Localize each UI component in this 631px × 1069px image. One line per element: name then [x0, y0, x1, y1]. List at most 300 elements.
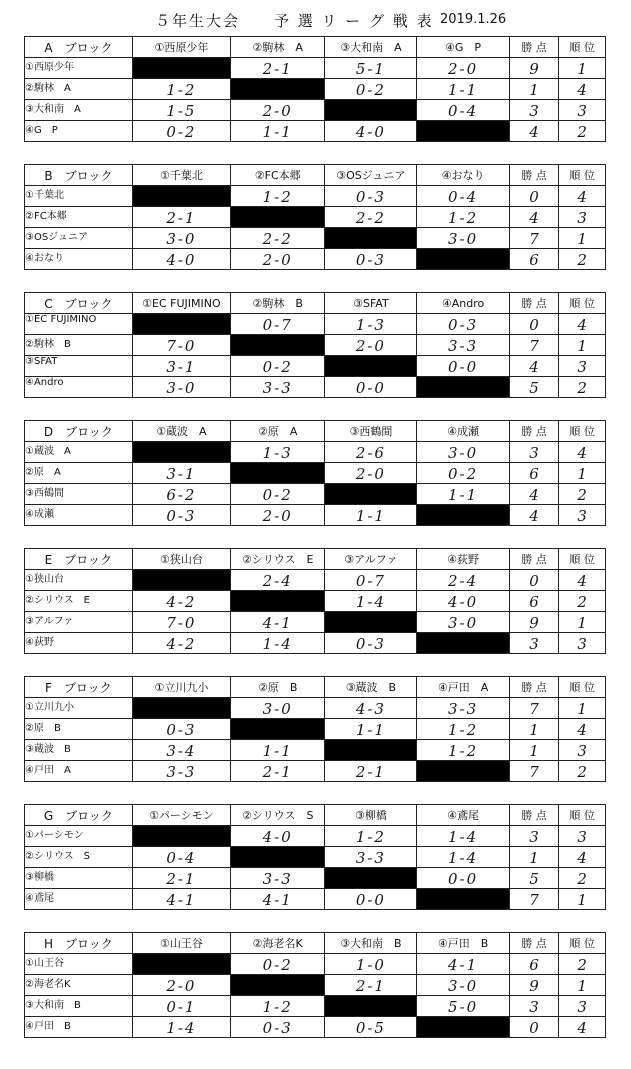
- team-row-label: ①西原少年: [25, 58, 133, 79]
- points-cell: 9: [509, 612, 559, 633]
- score-cell: 2-0: [325, 463, 417, 484]
- score-cell: 2-1: [325, 975, 417, 996]
- team-column-header: ②海老名K: [231, 933, 325, 954]
- table-row: [25, 100, 606, 121]
- points-cell: 4: [509, 121, 559, 142]
- self-match-cell: [132, 570, 230, 591]
- table-row: [25, 356, 606, 377]
- team-column-header: ③OSジュニア: [325, 165, 417, 186]
- rank-cell: 4: [559, 79, 606, 100]
- team-row-label: ③蔵波 B: [25, 740, 133, 761]
- self-match-cell: [132, 826, 230, 847]
- score-cell: 0-3: [325, 249, 417, 270]
- block-name: F ブロック: [25, 677, 133, 698]
- table-row: [25, 698, 606, 719]
- rank-cell: 4: [559, 570, 606, 591]
- score-cell: 4-0: [325, 121, 417, 142]
- score-cell: 3-3: [132, 761, 230, 782]
- table-row: [25, 740, 606, 761]
- score-cell: 1-4: [417, 826, 509, 847]
- block-name: G ブロック: [25, 805, 133, 826]
- block-name: C ブロック: [25, 293, 133, 314]
- team-row-label: ④荻野: [25, 633, 133, 654]
- points-cell: 3: [509, 826, 559, 847]
- rank-cell: 2: [559, 761, 606, 782]
- score-cell: 1-2: [231, 186, 325, 207]
- self-match-cell: [325, 996, 417, 1017]
- self-match-cell: [417, 121, 509, 142]
- rank-header: 順 位: [559, 37, 606, 58]
- table-row: [25, 463, 606, 484]
- score-cell: 0-0: [325, 377, 417, 398]
- points-header: 勝 点: [509, 421, 559, 442]
- self-match-cell: [231, 335, 325, 356]
- team-column-header: ③大和南 B: [325, 933, 417, 954]
- rank-cell: 4: [559, 442, 606, 463]
- table-row: [25, 207, 606, 228]
- score-cell: 4-0: [417, 591, 509, 612]
- team-column-header: ②駒林 B: [231, 293, 325, 314]
- rank-header: 順 位: [559, 933, 606, 954]
- self-match-cell: [231, 79, 325, 100]
- score-cell: 2-0: [231, 100, 325, 121]
- page-header: [0, 10, 631, 32]
- rank-cell: 1: [559, 612, 606, 633]
- rank-cell: 4: [559, 1017, 606, 1038]
- points-cell: 4: [509, 505, 559, 526]
- team-row-label: ①狭山台: [25, 570, 133, 591]
- team-column-header: ①千葉北: [132, 165, 230, 186]
- points-header: 勝 点: [509, 293, 559, 314]
- table-row: [25, 249, 606, 270]
- rank-cell: 1: [559, 463, 606, 484]
- score-cell: 0-3: [325, 186, 417, 207]
- team-row-label: ①立川九小: [25, 698, 133, 719]
- points-cell: 6: [509, 249, 559, 270]
- points-cell: 3: [509, 996, 559, 1017]
- score-cell: 0-4: [417, 100, 509, 121]
- rank-cell: 1: [559, 228, 606, 249]
- points-cell: 0: [509, 314, 559, 335]
- points-cell: 3: [509, 442, 559, 463]
- score-cell: 0-4: [417, 186, 509, 207]
- table-row: [25, 868, 606, 889]
- score-cell: 3-0: [231, 698, 325, 719]
- team-column-header: ②シリウス E: [231, 549, 325, 570]
- rank-cell: 4: [559, 847, 606, 868]
- score-cell: 0-3: [325, 633, 417, 654]
- score-cell: 0-2: [231, 954, 325, 975]
- team-row-label: ③柳橋: [25, 868, 133, 889]
- points-cell: 3: [509, 633, 559, 654]
- points-cell: 7: [509, 335, 559, 356]
- team-column-header: ④Andro: [417, 293, 509, 314]
- points-cell: 0: [509, 186, 559, 207]
- points-cell: 4: [509, 207, 559, 228]
- self-match-cell: [325, 612, 417, 633]
- score-cell: 1-0: [325, 954, 417, 975]
- score-cell: 2-4: [231, 570, 325, 591]
- rank-header: 順 位: [559, 421, 606, 442]
- league-table: [24, 804, 606, 910]
- team-column-header: ③大和南 A: [325, 37, 417, 58]
- rank-cell: 1: [559, 335, 606, 356]
- score-cell: 7-0: [132, 612, 230, 633]
- score-cell: 3-4: [132, 740, 230, 761]
- self-match-cell: [417, 761, 509, 782]
- rank-cell: 2: [559, 249, 606, 270]
- score-cell: 0-3: [417, 314, 509, 335]
- rank-header: 順 位: [559, 549, 606, 570]
- team-column-header: ④成瀬: [417, 421, 509, 442]
- score-cell: 6-2: [132, 484, 230, 505]
- team-column-header: ①狭山台: [132, 549, 230, 570]
- table-header-row: [25, 549, 606, 570]
- self-match-cell: [231, 207, 325, 228]
- points-cell: 1: [509, 740, 559, 761]
- team-column-header: ②原 B: [231, 677, 325, 698]
- table-row: [25, 719, 606, 740]
- self-match-cell: [132, 442, 230, 463]
- table-row: [25, 889, 606, 910]
- score-cell: 2-1: [325, 761, 417, 782]
- team-row-label: ③アルファ: [25, 612, 133, 633]
- score-cell: 1-4: [325, 591, 417, 612]
- score-cell: 4-1: [231, 889, 325, 910]
- score-cell: 5-1: [325, 58, 417, 79]
- score-cell: 2-0: [417, 58, 509, 79]
- team-row-label: ④成瀬: [25, 505, 133, 526]
- points-cell: 6: [509, 954, 559, 975]
- score-cell: 1-1: [417, 79, 509, 100]
- rank-cell: 2: [559, 484, 606, 505]
- score-cell: 5-0: [417, 996, 509, 1017]
- team-row-label: ③OSジュニア: [25, 228, 133, 249]
- points-cell: 7: [509, 228, 559, 249]
- score-cell: 1-1: [417, 484, 509, 505]
- team-column-header: ②シリウス S: [231, 805, 325, 826]
- team-column-header: ②原 A: [231, 421, 325, 442]
- score-cell: 2-0: [231, 249, 325, 270]
- score-cell: 0-5: [325, 1017, 417, 1038]
- team-row-label: ②原 A: [25, 463, 133, 484]
- points-cell: 4: [509, 484, 559, 505]
- block-name: B ブロック: [25, 165, 133, 186]
- score-cell: 0-2: [417, 463, 509, 484]
- self-match-cell: [132, 698, 230, 719]
- rank-cell: 3: [559, 826, 606, 847]
- team-row-label: ④戸田 A: [25, 761, 133, 782]
- table-header-row: [25, 677, 606, 698]
- table-row: [25, 847, 606, 868]
- score-cell: 3-0: [132, 228, 230, 249]
- self-match-cell: [325, 868, 417, 889]
- table-row: [25, 121, 606, 142]
- team-column-header: ①西原少年: [132, 37, 230, 58]
- team-row-label: ③大和南 B: [25, 996, 133, 1017]
- score-cell: 3-3: [325, 847, 417, 868]
- table-row: [25, 633, 606, 654]
- table-header-row: [25, 37, 606, 58]
- team-row-label: ②海老名K: [25, 975, 133, 996]
- team-row-label: ③SFAT: [25, 356, 133, 377]
- team-column-header: ④おなり: [417, 165, 509, 186]
- rank-header: 順 位: [559, 677, 606, 698]
- score-cell: 0-2: [231, 484, 325, 505]
- team-row-label: ①千葉北: [25, 186, 133, 207]
- team-row-label: ③大和南 A: [25, 100, 133, 121]
- score-cell: 2-0: [231, 505, 325, 526]
- score-cell: 0-3: [132, 719, 230, 740]
- score-cell: 2-1: [132, 207, 230, 228]
- score-cell: 3-0: [417, 228, 509, 249]
- self-match-cell: [417, 1017, 509, 1038]
- team-column-header: ④G P: [417, 37, 509, 58]
- league-table: [24, 292, 606, 398]
- self-match-cell: [231, 591, 325, 612]
- table-row: [25, 79, 606, 100]
- score-cell: 0-0: [417, 356, 509, 377]
- rank-cell: 3: [559, 207, 606, 228]
- points-header: 勝 点: [509, 805, 559, 826]
- points-header: 勝 点: [509, 37, 559, 58]
- team-column-header: ④戸田 B: [417, 933, 509, 954]
- score-cell: 3-0: [417, 612, 509, 633]
- score-cell: 1-1: [231, 740, 325, 761]
- score-cell: 4-1: [417, 954, 509, 975]
- score-cell: 4-0: [132, 249, 230, 270]
- rank-cell: 4: [559, 719, 606, 740]
- rank-header: 順 位: [559, 805, 606, 826]
- points-cell: 5: [509, 868, 559, 889]
- points-cell: 6: [509, 463, 559, 484]
- score-cell: 3-1: [132, 463, 230, 484]
- table-header-row: [25, 421, 606, 442]
- score-cell: 1-1: [325, 505, 417, 526]
- score-cell: 1-1: [325, 719, 417, 740]
- table-row: [25, 335, 606, 356]
- rank-cell: 3: [559, 996, 606, 1017]
- self-match-cell: [417, 505, 509, 526]
- block-name: A ブロック: [25, 37, 133, 58]
- points-cell: 0: [509, 570, 559, 591]
- self-match-cell: [325, 356, 417, 377]
- self-match-cell: [325, 484, 417, 505]
- points-cell: 7: [509, 761, 559, 782]
- table-row: [25, 612, 606, 633]
- self-match-cell: [132, 954, 230, 975]
- score-cell: 0-2: [231, 356, 325, 377]
- team-row-label: ①パーシモン: [25, 826, 133, 847]
- table-row: [25, 761, 606, 782]
- self-match-cell: [132, 314, 230, 335]
- self-match-cell: [231, 463, 325, 484]
- table-row: [25, 996, 606, 1017]
- self-match-cell: [325, 740, 417, 761]
- team-row-label: ②駒林 B: [25, 335, 133, 356]
- points-header: 勝 点: [509, 549, 559, 570]
- score-cell: 4-1: [132, 889, 230, 910]
- rank-cell: 4: [559, 314, 606, 335]
- score-cell: 1-2: [417, 719, 509, 740]
- block-name: E ブロック: [25, 549, 133, 570]
- score-cell: 0-2: [325, 79, 417, 100]
- self-match-cell: [417, 377, 509, 398]
- score-cell: 2-2: [231, 228, 325, 249]
- score-cell: 3-1: [132, 356, 230, 377]
- table-row: [25, 377, 606, 398]
- league-table: [24, 420, 606, 526]
- score-cell: 1-5: [132, 100, 230, 121]
- points-cell: 5: [509, 377, 559, 398]
- table-row: [25, 505, 606, 526]
- rank-cell: 3: [559, 356, 606, 377]
- rank-cell: 3: [559, 633, 606, 654]
- rank-cell: 2: [559, 868, 606, 889]
- team-column-header: ④荻野: [417, 549, 509, 570]
- score-cell: 1-4: [132, 1017, 230, 1038]
- score-cell: 1-4: [231, 633, 325, 654]
- score-cell: 2-2: [325, 207, 417, 228]
- score-cell: 2-0: [325, 335, 417, 356]
- score-cell: 1-4: [417, 847, 509, 868]
- score-cell: 0-2: [132, 121, 230, 142]
- rank-header: 順 位: [559, 293, 606, 314]
- table-header-row: [25, 293, 606, 314]
- self-match-cell: [417, 633, 509, 654]
- team-column-header: ①パーシモン: [132, 805, 230, 826]
- table-row: [25, 58, 606, 79]
- table-row: [25, 442, 606, 463]
- league-table: [24, 164, 606, 270]
- table-row: [25, 591, 606, 612]
- score-cell: 1-2: [417, 740, 509, 761]
- team-column-header: ①山王谷: [132, 933, 230, 954]
- team-row-label: ①蔵波 A: [25, 442, 133, 463]
- points-header: 勝 点: [509, 933, 559, 954]
- score-cell: 1-2: [231, 996, 325, 1017]
- table-row: [25, 826, 606, 847]
- self-match-cell: [231, 719, 325, 740]
- points-cell: 1: [509, 719, 559, 740]
- score-cell: 2-1: [231, 58, 325, 79]
- rank-cell: 1: [559, 889, 606, 910]
- table-row: [25, 975, 606, 996]
- points-cell: 7: [509, 889, 559, 910]
- score-cell: 0-7: [325, 570, 417, 591]
- score-cell: 3-0: [417, 442, 509, 463]
- rank-cell: 2: [559, 954, 606, 975]
- rank-cell: 1: [559, 698, 606, 719]
- score-cell: 2-6: [325, 442, 417, 463]
- block-name: D ブロック: [25, 421, 133, 442]
- table-row: [25, 570, 606, 591]
- score-cell: 0-0: [325, 889, 417, 910]
- self-match-cell: [132, 186, 230, 207]
- score-cell: 3-3: [231, 377, 325, 398]
- team-row-label: ①EC FUJIMINO: [25, 314, 133, 335]
- score-cell: 0-3: [231, 1017, 325, 1038]
- score-cell: 3-0: [417, 975, 509, 996]
- league-table: [24, 36, 606, 142]
- self-match-cell: [417, 889, 509, 910]
- points-cell: 3: [509, 100, 559, 121]
- table-row: [25, 186, 606, 207]
- team-column-header: ③柳橋: [325, 805, 417, 826]
- table-row: [25, 484, 606, 505]
- self-match-cell: [325, 100, 417, 121]
- score-cell: 3-0: [132, 377, 230, 398]
- team-row-label: ①山王谷: [25, 954, 133, 975]
- score-cell: 1-2: [417, 207, 509, 228]
- self-match-cell: [325, 228, 417, 249]
- points-cell: 1: [509, 847, 559, 868]
- team-column-header: ④戸田 A: [417, 677, 509, 698]
- team-column-header: ①蔵波 A: [132, 421, 230, 442]
- rank-cell: 3: [559, 100, 606, 121]
- rank-cell: 3: [559, 505, 606, 526]
- self-match-cell: [231, 975, 325, 996]
- table-header-row: [25, 933, 606, 954]
- team-row-label: ④おなり: [25, 249, 133, 270]
- tournament-date: 2019.1.26: [440, 12, 507, 27]
- points-cell: 9: [509, 58, 559, 79]
- team-row-label: ④鳶尾: [25, 889, 133, 910]
- self-match-cell: [132, 58, 230, 79]
- points-cell: 9: [509, 975, 559, 996]
- score-cell: 4-0: [231, 826, 325, 847]
- score-cell: 2-0: [132, 975, 230, 996]
- page-title: ５年生大会 予 選 リ ー グ 戦 表: [155, 12, 434, 30]
- team-row-label: ②原 B: [25, 719, 133, 740]
- team-column-header: ②駒林 A: [231, 37, 325, 58]
- points-header: 勝 点: [509, 677, 559, 698]
- table-row: [25, 954, 606, 975]
- team-column-header: ②FC本郷: [231, 165, 325, 186]
- rank-cell: 1: [559, 58, 606, 79]
- score-cell: 4-2: [132, 591, 230, 612]
- rank-cell: 4: [559, 186, 606, 207]
- team-row-label: ④戸田 B: [25, 1017, 133, 1038]
- score-cell: 1-3: [231, 442, 325, 463]
- table-row: [25, 314, 606, 335]
- team-row-label: ②シリウス E: [25, 591, 133, 612]
- rank-cell: 1: [559, 975, 606, 996]
- team-row-label: ②シリウス S: [25, 847, 133, 868]
- team-row-label: ②FC本郷: [25, 207, 133, 228]
- points-header: 勝 点: [509, 165, 559, 186]
- rank-cell: 3: [559, 740, 606, 761]
- points-cell: 0: [509, 1017, 559, 1038]
- self-match-cell: [417, 249, 509, 270]
- team-row-label: ④Andro: [25, 377, 133, 398]
- rank-cell: 2: [559, 121, 606, 142]
- points-cell: 4: [509, 356, 559, 377]
- score-cell: 2-1: [132, 868, 230, 889]
- block-name: H ブロック: [25, 933, 133, 954]
- score-cell: 0-4: [132, 847, 230, 868]
- rank-cell: 2: [559, 377, 606, 398]
- score-cell: 3-3: [231, 868, 325, 889]
- league-table: [24, 548, 606, 654]
- score-cell: 1-2: [132, 79, 230, 100]
- points-cell: 6: [509, 591, 559, 612]
- score-cell: 0-7: [231, 314, 325, 335]
- league-table: [24, 932, 606, 1038]
- team-column-header: ③アルファ: [325, 549, 417, 570]
- table-header-row: [25, 805, 606, 826]
- team-row-label: ②駒林 A: [25, 79, 133, 100]
